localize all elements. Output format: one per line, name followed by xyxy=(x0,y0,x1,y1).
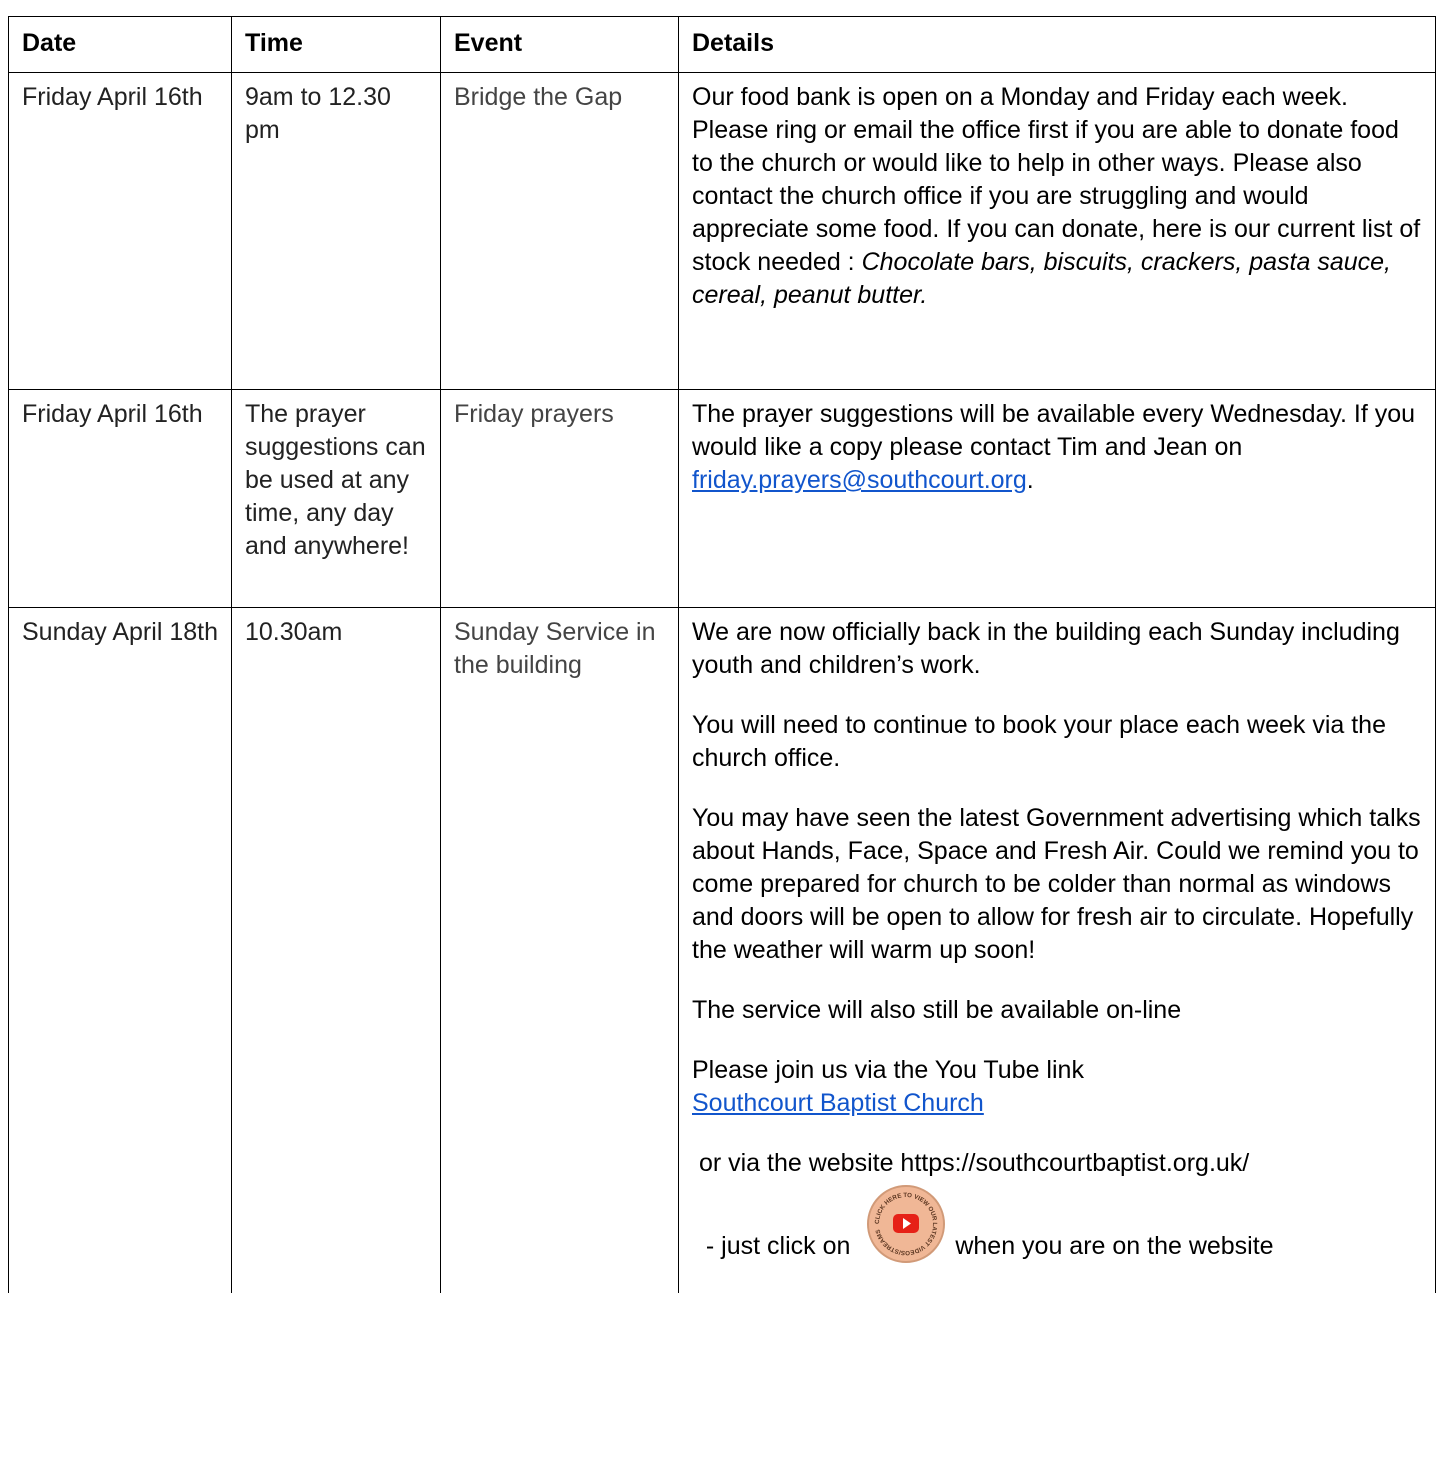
click-text-end: when you are on the website xyxy=(955,1231,1274,1260)
details-paragraph: The service will also still be available on-line xyxy=(692,996,1182,1024)
header-event: Event xyxy=(441,17,679,73)
details-paragraph: We are now officially back in the building each Sunday including youth and children’s work. xyxy=(692,618,1400,679)
table-row xyxy=(9,390,1436,608)
header-details: Details xyxy=(679,17,1436,73)
details-text-end: . xyxy=(1026,466,1034,494)
header-row xyxy=(9,17,1436,73)
cell-date: Friday April 16th xyxy=(9,390,232,608)
stock-list: Chocolate bars, biscuits, crackers, pasta sauce, cereal, peanut butter. xyxy=(692,248,1391,309)
header-time: Time xyxy=(232,17,441,73)
youtube-intro: Please join us via the You Tube link xyxy=(692,1056,1084,1084)
details-text: The prayer suggestions will be available every Wednesday. If you would like a copy please contact Tim and Jean on xyxy=(692,400,1416,461)
click-text: - just click on xyxy=(692,1231,858,1260)
badge-text: CLICK HERE TO VIEW OUR LATEST VIDEOS/STREAMS xyxy=(874,1191,939,1257)
cell-event: Bridge the Gap xyxy=(441,73,679,390)
click-instruction xyxy=(692,1191,1422,1285)
details-text: Our food bank is open on a Monday and Friday each week. Please ring or email the office first if you are able to donate food to the church or would like to help in other ways. Please also contact the church office if you are struggling and would appreciate some food. If you can donate, here is our current list of stock needed : xyxy=(692,83,1421,276)
cell-event: Friday prayers xyxy=(441,390,679,608)
youtube-channel-link[interactable]: Southcourt Baptist Church xyxy=(692,1089,984,1117)
details-paragraph: or via the website https://southcourtbaptist.org.uk/ xyxy=(692,1149,1250,1177)
cell-date: Friday April 16th xyxy=(9,73,232,390)
details-paragraph: You will need to continue to book your place each week via the church office. xyxy=(692,711,1386,772)
cell-details xyxy=(679,608,1436,1294)
cell-date: Sunday April 18th xyxy=(9,608,232,1294)
table-row xyxy=(9,608,1436,1294)
events-table xyxy=(8,16,1436,1293)
youtube-play-icon xyxy=(869,1187,943,1261)
cell-event: Sunday Service in the building xyxy=(441,608,679,1294)
details-paragraph: You may have seen the latest Government advertising which talks about Hands, Face, Space and Fresh Air. Could we remind you to come prepared for church to be colder than normal as windows and doors will be open to allow for fresh air to circulate. Hopefully the weather will warm up soon! xyxy=(692,804,1421,964)
latest-videos-badge-icon[interactable] xyxy=(867,1185,945,1263)
cell-details xyxy=(679,73,1436,390)
details-paragraph xyxy=(692,1054,1422,1120)
cell-details xyxy=(679,390,1436,608)
cell-time: The prayer suggestions can be used at any time, any day and anywhere! xyxy=(232,390,441,608)
prayers-email-link[interactable]: friday.prayers@southcourt.org xyxy=(692,466,1027,494)
table-row xyxy=(9,73,1436,390)
cell-time: 10.30am xyxy=(232,608,441,1294)
header-date: Date xyxy=(9,17,232,73)
cell-time: 9am to 12.30 pm xyxy=(232,73,441,390)
